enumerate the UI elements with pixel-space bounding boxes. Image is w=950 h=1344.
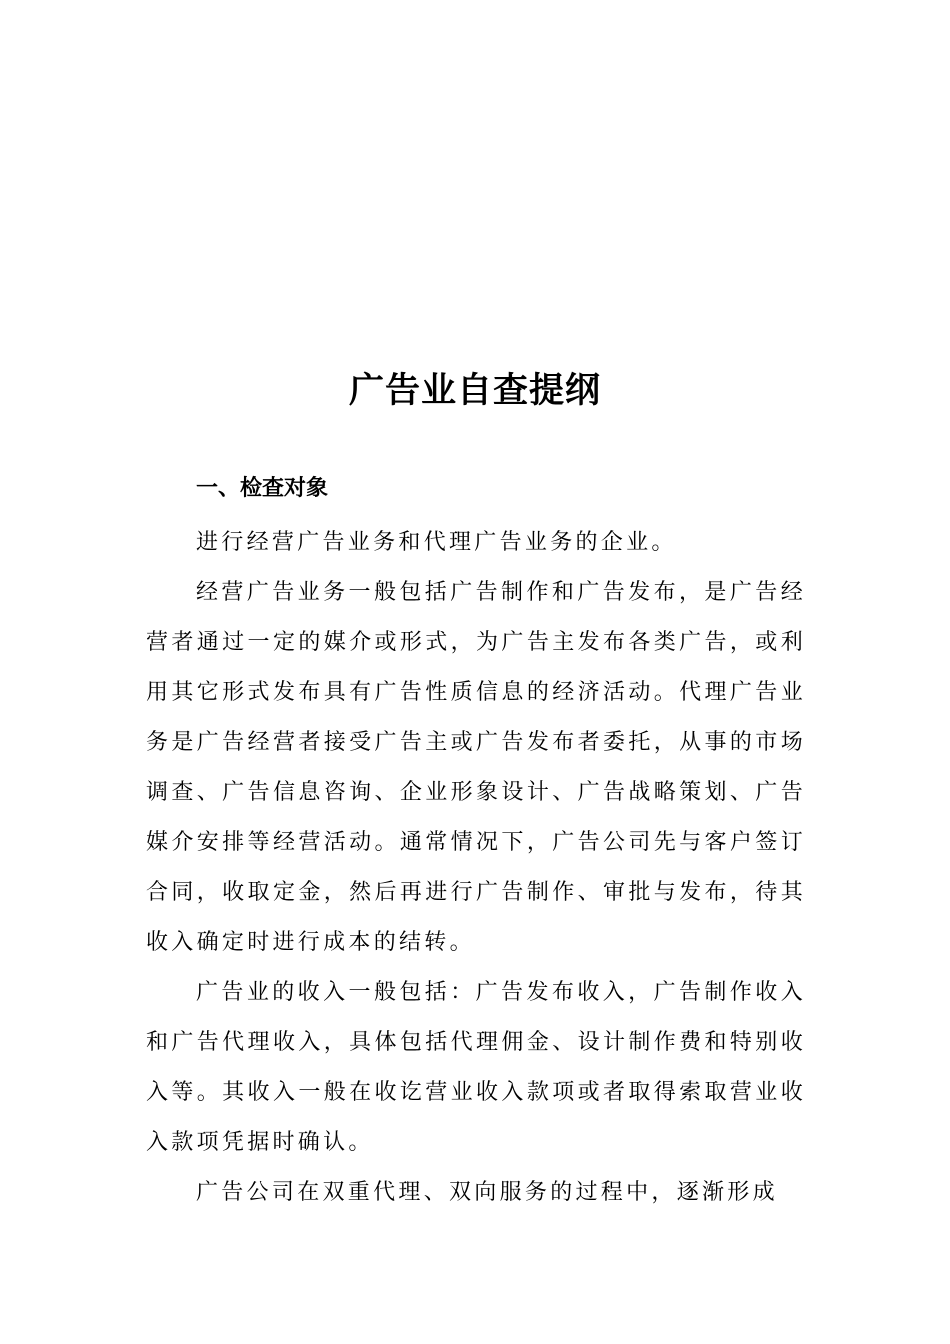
paragraph-3: 广告业的收入一般包括：广告发布收入，广告制作收入和广告代理收入，具体包括代理佣金、设计制作费和特别收入等。其收入一般在收讫营业收入款项或者取得索取营业收入款项凭据时确认。 bbox=[146, 980, 806, 1155]
paragraph-4: 广告公司在双重代理、双向服务的过程中，逐渐形成 bbox=[196, 1180, 778, 1205]
section-heading-inspection-targets: 一、检查对象 bbox=[196, 476, 329, 501]
paragraph-1: 进行经营广告业务和代理广告业务的企业。 bbox=[196, 530, 677, 555]
body-text bbox=[146, 518, 806, 1218]
document-title: 广告业自查提纲 bbox=[348, 371, 601, 411]
paragraph-2: 经营广告业务一般包括广告制作和广告发布，是广告经营者通过一定的媒介或形式，为广告主发布各类广告，或利用其它形式发布具有广告性质信息的经济活动。代理广告业务是广告经营者接受广告主或广告发布者委托，从事的市场调查、广告信息咨询、企业形象设计、广告战略策划、广告媒介安排等经营活动。通常情况下，广告公司先与客户签订合同，收取定金，然后再进行广告制作、审批与发布，待其收入确定时进行成本的结转。 bbox=[146, 580, 806, 955]
